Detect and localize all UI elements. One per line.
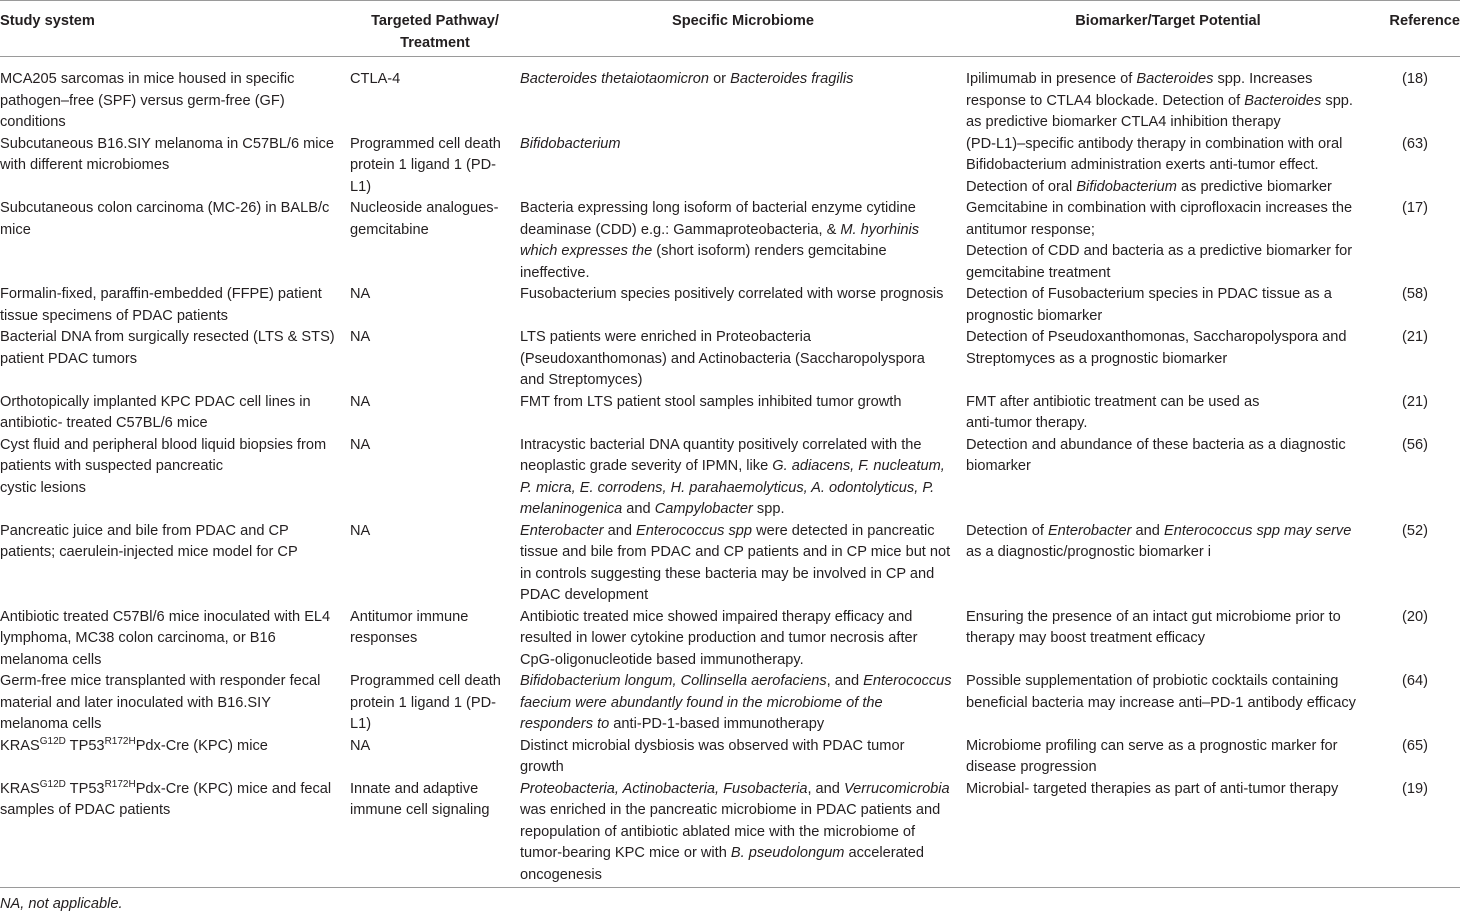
cell-reference: (64) — [1402, 673, 1428, 689]
header-specific-microbiome: Specific Microbiome — [520, 1, 966, 57]
cell-specific-microbiome: Bacteria expressing long isoform of bacterial enzyme cytidine deaminase (CDD) e.g.: Gammaproteobacteria, & M. hyorhinis which expresses the (short isoform) renders gemcitabine ineffective. — [520, 200, 920, 281]
cell-biomarker-target-potential: Microbiome profiling can serve as a prognostic marker for disease progression — [966, 737, 1338, 775]
table-row — [0, 435, 1460, 521]
cell-study-system: Formalin-fixed, paraffin-embedded (FFPE) patient tissue specimens of PDAC patients — [0, 286, 322, 324]
cell-specific-microbiome: Intracystic bacterial DNA quantity positively correlated with the neoplastic grade severity of IPMN, like G. adiacens, F. nucleatum, P. micra, E. corrodens, H. parahaemolyticus, A. odontolyticus, P. melaninogenica and Campylobacter spp. — [520, 436, 945, 517]
table-row — [0, 607, 1460, 672]
cell-targeted-pathway: Innate and adaptive immune cell signaling — [350, 780, 490, 818]
cell-biomarker-target-potential: (PD-L1)–specific antibody therapy in combination with oral Bifidobacterium administration exerts anti-tumor effect. Detection of oral Bifidobacterium as predictive biomarker — [966, 135, 1343, 195]
cell-biomarker-target-potential: Detection and abundance of these bacteria as a diagnostic biomarker — [966, 436, 1346, 474]
cell-biomarker-target-potential: Ipilimumab in presence of Bacteroides spp. Increases response to CTLA4 blockade. Detection of Bacteroides spp. as predictive biomarker CTLA4 inhibition therapy — [966, 71, 1353, 130]
header-study-system: Study system — [0, 1, 350, 57]
cell-reference: (63) — [1402, 135, 1428, 152]
cell-specific-microbiome: Antibiotic treated mice showed impaired therapy efficacy and resulted in lower cytokine production and tumor necrosis after CpG-oligonucleotide based immunotherapy. — [520, 608, 918, 668]
cell-study-system: Antibiotic treated C57Bl/6 mice inoculated with EL4 lymphoma, MC38 colon carcinoma, or B16 melanoma cells — [0, 608, 331, 668]
table-row — [0, 134, 1460, 199]
cell-biomarker-target-potential: FMT after antibiotic treatment can be used as anti-tumor therapy. — [966, 393, 1260, 431]
cell-study-system: Orthotopically implanted KPC PDAC cell lines in antibiotic- treated C57BL/6 mice — [0, 393, 311, 431]
cell-study-system: Pancreatic juice and bile from PDAC and CP patients; caerulein-injected mice model for CP — [0, 522, 298, 560]
cell-biomarker-target-potential: Detection of Enterobacter and Enterococcus spp may serve as a diagnostic/prognostic biomarker i — [966, 522, 1352, 560]
cell-reference: (20) — [1402, 608, 1428, 625]
table-row — [0, 198, 1460, 284]
cell-biomarker-target-potential: Detection of Pseudoxanthomonas, Saccharopolyspora and Streptomyces as a prognostic biomarker — [966, 329, 1347, 367]
cell-reference: (21) — [1402, 329, 1428, 345]
cell-specific-microbiome: Fusobacterium species positively correlated with worse prognosis — [520, 286, 944, 302]
table-row — [0, 521, 1460, 607]
cell-targeted-pathway: CTLA-4 — [350, 71, 401, 87]
cell-specific-microbiome: FMT from LTS patient stool samples inhibited tumor growth — [520, 393, 902, 410]
cell-study-system: $KRAS^{G12D}$ $TP53^{R172H}Pdx$-Cre (KPC) mice and fecal samples of PDAC patients — [0, 778, 332, 818]
cell-targeted-pathway: NA — [350, 393, 371, 410]
cell-study-system: Bacterial DNA from surgically resected (LTS & STS) patient PDAC tumors — [0, 329, 335, 367]
header-biomarker-target-potential: Biomarker/Target Potential — [966, 1, 1370, 57]
cell-study-system: Subcutaneous B16.SIY melanoma in C57BL/6 mice with different microbiomes — [0, 135, 334, 173]
cell-targeted-pathway: NA — [350, 329, 371, 345]
header-targeted-pathway: Targeted Pathway/ Treatment — [350, 1, 520, 57]
cell-targeted-pathway: NA — [350, 737, 371, 754]
table-footnote: NA, not applicable. — [0, 895, 123, 912]
table-row — [0, 57, 1460, 134]
cell-reference: (17) — [1402, 200, 1428, 216]
cell-biomarker-target-potential: Microbial- targeted therapies as part of anti-tumor therapy — [966, 780, 1339, 797]
cell-targeted-pathway: Antitumor immune responses — [350, 608, 469, 646]
cell-study-system: $KRAS^{G12D}$ $TP53^{R172H}Pdx$-Cre (KPC) mice — [0, 735, 268, 754]
cell-reference: (65) — [1402, 737, 1428, 754]
cell-specific-microbiome: Bacteroides thetaiotaomicron or Bacteroides fragilis — [520, 71, 854, 87]
table-row — [0, 392, 1460, 435]
cell-reference: (52) — [1402, 522, 1428, 539]
table-row — [0, 736, 1460, 779]
cell-reference: (21) — [1402, 393, 1428, 410]
cell-reference: (19) — [1402, 780, 1428, 797]
cell-specific-microbiome: Proteobacteria, Actinobacteria, Fusobacteria, and Verrucomicrobia was enriched in the pancreatic microbiome in PDAC patients and repopulation of antibiotic ablated mice with the microbiome of tumor-bearing KPC mice or with B. pseudolongum accelerated oncogenesis — [520, 780, 950, 883]
cell-study-system: Germ-free mice transplanted with responder fecal material and later inoculated with B16.SIY melanoma cells — [0, 673, 321, 732]
header-reference: Reference — [1370, 1, 1460, 57]
cell-targeted-pathway: Programmed cell death protein 1 ligand 1 (PD-L1) — [350, 135, 501, 195]
cell-specific-microbiome: LTS patients were enriched in Proteobacteria (Pseudoxanthomonas) and Actinobacteria (Saccharopolyspora and Streptomyces) — [520, 329, 925, 388]
cell-reference: (56) — [1402, 436, 1428, 453]
cell-reference: (58) — [1402, 286, 1428, 302]
cell-targeted-pathway: NA — [350, 286, 371, 302]
cell-study-system: Cyst fluid and peripheral blood liquid biopsies from patients with suspected pancreatic cystic lesions — [0, 436, 327, 496]
cell-targeted-pathway: NA — [350, 436, 371, 453]
table-row — [0, 779, 1460, 887]
cell-biomarker-target-potential: Gemcitabine in combination with ciprofloxacin increases the antitumor response; Detection of CDD and bacteria as a predictive biomarker for gemcitabine treatment — [966, 200, 1353, 281]
cell-targeted-pathway: NA — [350, 522, 371, 539]
cell-targeted-pathway: Programmed cell death protein 1 ligand 1 (PD-L1) — [350, 673, 501, 732]
cell-specific-microbiome: Bifidobacterium — [520, 135, 621, 152]
cell-study-system: MCA205 sarcomas in mice housed in specific pathogen–free (SPF) versus germ-free (GF) conditions — [0, 71, 295, 130]
header-row — [0, 1, 1460, 57]
table-row — [0, 284, 1460, 327]
cell-targeted-pathway: Nucleoside analogues-gemcitabine — [350, 200, 499, 238]
table-row — [0, 327, 1460, 392]
cell-reference: (18) — [1402, 71, 1428, 87]
cell-biomarker-target-potential: Possible supplementation of probiotic cocktails containing beneficial bacteria may increase anti–PD-1 antibody efficacy — [966, 673, 1356, 711]
table-header — [0, 1, 1460, 57]
cell-biomarker-target-potential: Detection of Fusobacterium species in PDAC tissue as a prognostic biomarker — [966, 286, 1332, 324]
cell-specific-microbiome: Distinct microbial dysbiosis was observed with PDAC tumor growth — [520, 737, 905, 775]
cell-specific-microbiome: Bifidobacterium longum, Collinsella aerofaciens, and Enterococcus faecium were abundantly found in the microbiome of the responders to anti-PD-1-based immunotherapy — [520, 673, 952, 732]
table-body — [0, 57, 1460, 887]
cell-biomarker-target-potential: Ensuring the presence of an intact gut microbiome prior to therapy may boost treatment efficacy — [966, 608, 1341, 646]
cell-study-system: Subcutaneous colon carcinoma (MC-26) in BALB/c mice — [0, 200, 330, 238]
table-row — [0, 671, 1460, 736]
cell-specific-microbiome: Enterobacter and Enterococcus spp were detected in pancreatic tissue and bile from PDAC and CP patients and in CP mice but not in controls suggesting these bacteria may be involved in CP and PDAC development — [520, 522, 951, 603]
